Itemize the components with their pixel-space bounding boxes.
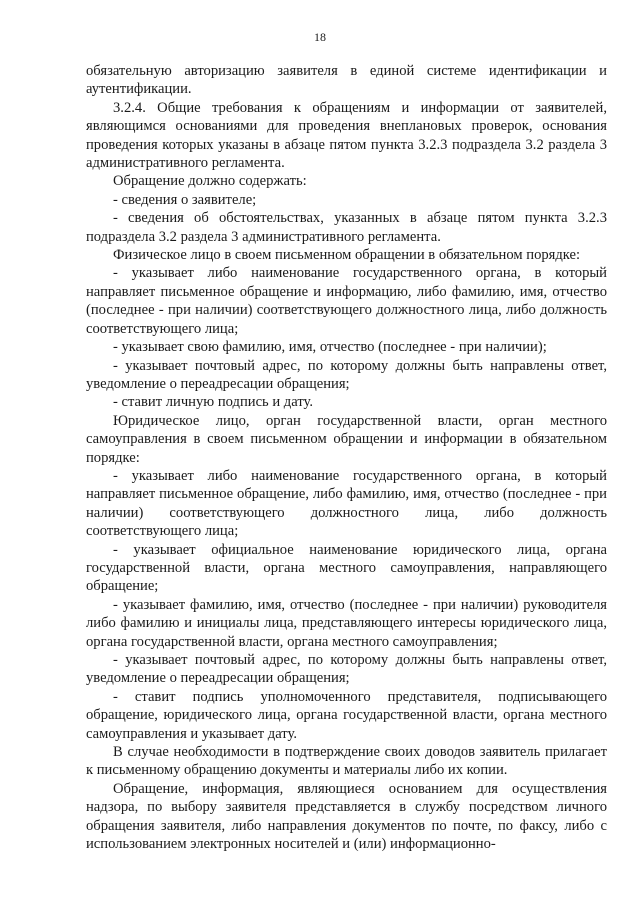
document-body — [86, 62, 607, 853]
paragraph: - ставит подпись уполномоченного представителя, подписывающего обращение, юридического лица, органа государственной власти, органа местного самоуправления и указывает дату. — [86, 688, 607, 742]
paragraph: Обращение, информация, являющиеся основанием для осуществления надзора, по выбору заявителя представляется в службу посредством личного обращения заявителя, либо направления документов по почте, по факсу, либо с использованием электронных носителей и (или) информационно- — [86, 780, 607, 853]
paragraph: - указывает свою фамилию, имя, отчество (последнее - при наличии); — [113, 339, 547, 356]
page-number: 18 — [314, 30, 326, 44]
paragraph: 3.2.4. Общие требования к обращениям и информации от заявителей, являющимся основаниями для проведения внеплановых проверок, основания проведения которых указаны в абзаце пятом пункта 3.2.3 подраздела 3.2 раздела 3 административного регламента. — [86, 99, 607, 172]
paragraph: - сведения о заявителе; — [113, 191, 257, 208]
paragraph: - указывает либо наименование государственного органа, в который направляет письменное обращение и информацию, либо фамилию, имя, отчество (последнее - при наличии) соответствующего должностного лица, либо должность соответствующего лица; — [86, 265, 607, 337]
paragraph: Обращение должно содержать: — [113, 173, 307, 190]
paragraph: - указывает почтовый адрес, по которому должны быть направлены ответ, уведомление о переадресации обращения; — [86, 652, 607, 687]
paragraph: - указывает почтовый адрес, по которому должны быть направлены ответ, уведомление о переадресации обращения; — [86, 357, 607, 392]
paragraph: - указывает фамилию, имя, отчество (последнее - при наличии) руководителя либо фамилию и инициалы лица, представляющего интересы юридического лица, органа государственной власти, органа местного самоуправления; — [86, 596, 607, 650]
paragraph: В случае необходимости в подтверждение своих доводов заявитель прилагает к письменному обращению документы и материалы либо их копии. — [86, 744, 607, 779]
paragraph: Юридическое лицо, орган государственной власти, орган местного самоуправления в своем письменном обращении и информации в обязательном порядке: — [86, 412, 607, 466]
paragraph: Физическое лицо в своем письменном обращении в обязательном порядке: — [113, 247, 581, 264]
paragraph: обязательную авторизацию заявителя в единой системе идентификации и аутентификации. — [86, 63, 607, 98]
paragraph: - сведения об обстоятельствах, указанных в абзаце пятом пункта 3.2.3 подраздела 3.2 раздела 3 административного регламента. — [86, 210, 607, 245]
paragraph: - указывает официальное наименование юридического лица, органа государственной власти, органа местного самоуправления, направляющего обращение; — [86, 541, 607, 595]
paragraph: - ставит личную подпись и дату. — [113, 394, 314, 411]
paragraph: - указывает либо наименование государственного органа, в который направляет письменное обращение, либо фамилию, имя, отчество (последнее - при наличии) соответствующего должностного лица, либо должность соответствующего лица; — [86, 467, 607, 540]
